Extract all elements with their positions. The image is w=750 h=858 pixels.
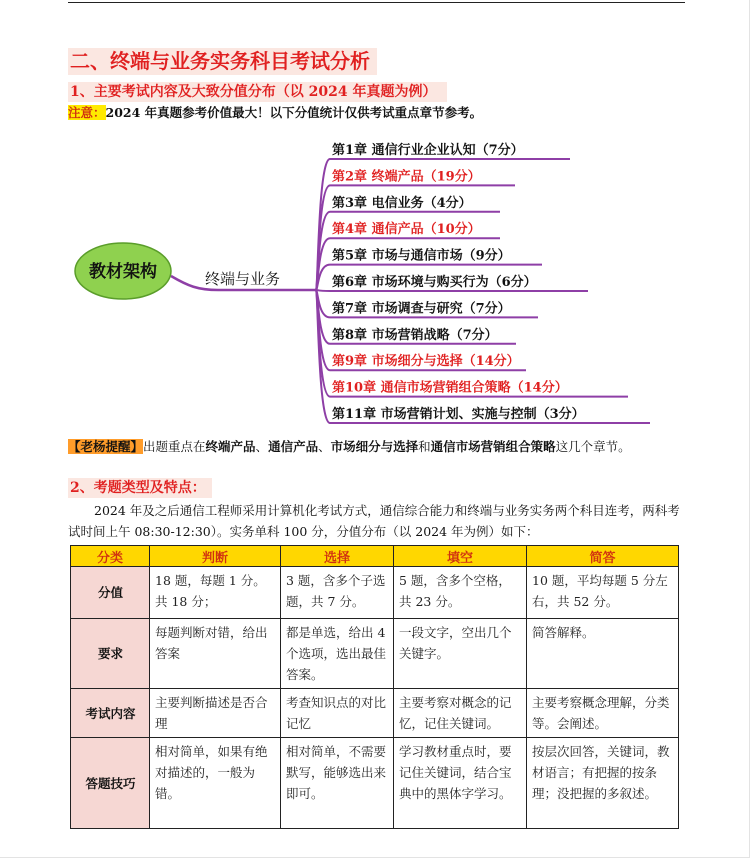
mindmap-chapter-label: 第11章 市场营销计划、实施与控制（3分） (332, 407, 585, 422)
tip-line (68, 438, 631, 456)
row-label: 答题技巧 (71, 738, 150, 829)
mindmap-chapter-label: 第9章 市场细分与选择（14分） (332, 354, 520, 370)
table-cell: 学习教材重点时，要记住关键词，结合宝典中的黑体字学习。 (394, 738, 527, 829)
tip-keyword: 市场细分与选择 (330, 439, 419, 454)
table-cell: 简答解释。 (527, 619, 679, 689)
mindmap-chapter-label: 第8章 市场营销战略（7分） (332, 327, 498, 343)
table-cell: 考查知识点的对比记忆 (281, 689, 394, 738)
tip-label: 【老杨提醒】 (68, 439, 144, 454)
table-header: 选择 (281, 546, 394, 567)
row-label: 要求 (71, 619, 150, 689)
tip-keyword: 终端产品 (205, 439, 256, 454)
table-header-row (71, 546, 679, 567)
table-header: 判断 (150, 546, 281, 567)
part1-heading: 1、主要考试内容及大致分值分布（以 2024 年真题为例） (68, 82, 447, 102)
mindmap-chapter-label: 第4章 通信产品（10分） (332, 222, 481, 238)
part2-heading: 2、考题类型及特点： (68, 478, 212, 498)
table-cell: 都是单选，给出 4 个选项，选出最佳答案。 (281, 619, 394, 689)
tip-keyword: 通信市场营销组合策略 (430, 439, 556, 454)
note-text: 2024 年真题参考价值最大！以下分值统计仅供考试重点章节参考。 (105, 105, 483, 120)
table-cell: 相对简单，不需要默写，能够选出来即可。 (281, 738, 394, 829)
header-rule (68, 2, 685, 3)
table-cell: 3 题，含多个子选题，共 7 分。 (281, 567, 394, 619)
table-row (71, 567, 679, 619)
tip-text: 这几个章节。 (555, 439, 631, 454)
row-label: 考试内容 (71, 689, 150, 738)
table-row (71, 689, 679, 738)
exam-type-table (70, 545, 679, 829)
mindmap-connector (316, 290, 588, 291)
table-header: 填空 (394, 546, 527, 567)
table-row (71, 619, 679, 689)
mindmap-chapter-label: 第6章 市场环境与购买行为（6分） (332, 275, 537, 290)
section-title: 二、终端与业务实务科目考试分析 (68, 48, 377, 75)
mindmap-branch-label: 终端与业务 (205, 270, 281, 288)
table-cell: 按层次回答，关键词，教材语言；有把握的按条理；没把握的多叙述。 (527, 738, 679, 829)
table-cell: 一段文字，空出几个关键字。 (394, 619, 527, 689)
tip-keyword: 通信产品 (268, 439, 319, 454)
mindmap (68, 126, 668, 426)
table-header: 分类 (71, 546, 150, 567)
note-label: 注意： (68, 105, 106, 120)
mindmap-chapter-label: 第2章 终端产品（19分） (332, 169, 481, 185)
mindmap-root-label: 教材架构 (89, 262, 157, 282)
table-cell: 相对简单，如果有绝对描述的，一般为错。 (150, 738, 281, 829)
tip-text: 出题重点在 (143, 439, 206, 454)
table-cell: 10 题，平均每题 5 分左右，共 52 分。 (527, 567, 679, 619)
row-label: 分值 (71, 567, 150, 619)
tip-text: 、 (255, 439, 269, 454)
mindmap-chapter-label: 第3章 电信业务（4分） (332, 195, 472, 211)
mindmap-chapter-label: 第1章 通信行业企业认知（7分） (332, 143, 524, 158)
mindmap-chapter-label: 第5章 市场与通信市场（9分） (332, 248, 511, 264)
table-row (71, 738, 679, 829)
table-cell: 18 题，每题 1 分。共 18 分； (150, 567, 281, 619)
table-cell: 主要考察概念理解，分类等。会阐述。 (527, 689, 679, 738)
tip-text: 和 (418, 439, 431, 454)
exam-description: 2024 年及之后通信工程师采用计算机化考试方式，通信综合能力和终端与业务实务两个科目连考，两科考试时间上午 08:30-12:30）。实务单科 100 分，分值分布（以 2024 年为例）如下： (68, 503, 680, 539)
mindmap-chapters (332, 142, 585, 422)
mindmap-chapter-label: 第10章 通信市场营销组合策略（14分） (332, 380, 568, 396)
table-cell: 主要判断描述是否合理 (150, 689, 281, 738)
note-line (68, 104, 482, 122)
mindmap-chapter-label: 第7章 市场调查与研究（7分） (332, 301, 511, 317)
tip-text: 、 (318, 439, 331, 454)
table-cell: 每题判断对错，给出答案 (150, 619, 281, 689)
table-header: 简答 (527, 546, 679, 567)
table-cell: 5 题，含多个空格，共 23 分。 (394, 567, 527, 619)
table-cell: 主要考察对概念的记忆，记住关键词。 (394, 689, 527, 738)
